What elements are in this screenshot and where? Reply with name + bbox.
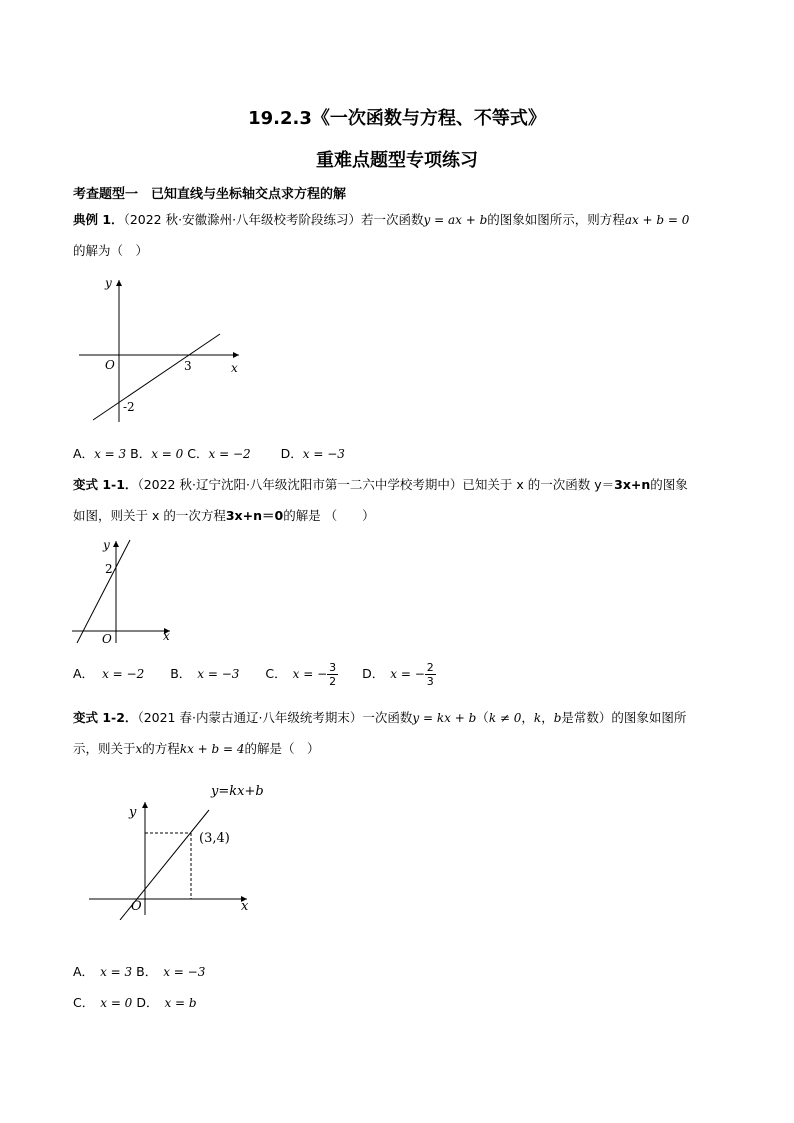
q2-option-d-prefix: x = − — [390, 667, 425, 681]
q3-paren-open: （ — [476, 710, 489, 725]
q3-option-a-value: x = 3 — [100, 965, 133, 979]
q3-option-d-value: x = b — [164, 996, 197, 1010]
q3-line2-mid: 的方程 — [142, 741, 180, 756]
q3-source: （2021 春·内蒙古通辽·八年级统考期末）一次函数 — [137, 710, 413, 725]
q3-option-c-label: C． — [73, 995, 95, 1010]
q3-function: y = kx + b — [412, 711, 477, 725]
q3-k: k — [533, 711, 542, 725]
page-subtitle: 重难点题型专项练习 — [316, 150, 478, 171]
q1-option-c-label: C． — [187, 446, 209, 461]
q3-options-row2 — [73, 993, 197, 1011]
q1-line2: 的解为（ ） — [73, 243, 149, 258]
page-title: 19.2.3《一次函数与方程、不等式》 — [248, 108, 546, 129]
q2-line1-end: 的图象 — [650, 477, 688, 492]
q1-line1 — [73, 210, 689, 228]
q2-option-d-fraction — [425, 661, 436, 688]
q2-option-c-numerator: 3 — [329, 661, 337, 674]
q2-line2-end: 的解是 （ ） — [283, 508, 375, 523]
q2-function: 3x+n — [614, 477, 651, 492]
q2-line2 — [73, 506, 375, 524]
q1-function: y = ax + b — [423, 213, 488, 227]
q2-function-line — [77, 540, 130, 643]
q3-graph — [84, 780, 274, 920]
q3-line2 — [73, 739, 320, 757]
q1-x-label: x — [231, 361, 238, 375]
q2-option-c-prefix: x = − — [292, 667, 328, 681]
q3-option-c-value: x = 0 — [100, 996, 133, 1010]
q3-y-label: y — [129, 805, 137, 820]
q2-options — [73, 661, 436, 688]
q3-line-label: y=kx+b — [211, 784, 264, 799]
q2-option-a-value: x = −2 — [102, 667, 145, 681]
q3-line2-end: 的解是（ ） — [244, 741, 320, 756]
q3-line1 — [73, 708, 686, 726]
q1-mid-text: 的图象如图所示，则方程 — [487, 212, 625, 227]
q2-option-b-label: B． — [170, 666, 192, 681]
q1-option-c-value: x = −2 — [208, 447, 251, 461]
q3-tag: 变式 1-2． — [73, 710, 138, 725]
q3-line1-end: 是常数）的图象如图所 — [561, 710, 687, 725]
q1-option-a-label: A． — [73, 446, 95, 461]
q2-tag: 变式 1-1． — [73, 477, 138, 492]
q3-line2-start: 示，则关于 — [73, 741, 136, 756]
q2-y-intercept-label: 2 — [105, 562, 113, 576]
q3-option-d-label: D． — [136, 995, 159, 1010]
q1-option-a-value: x = 3 — [94, 447, 127, 461]
q1-x-intercept-label: 3 — [184, 359, 192, 373]
q3-comma-2: ， — [541, 710, 554, 725]
q2-y-label: y — [103, 538, 110, 552]
q2-option-d-denominator: 3 — [426, 675, 434, 688]
q3-equation: kx + b = 4 — [179, 742, 245, 756]
q3-condition: k ≠ 0 — [488, 711, 522, 725]
q1-y-intercept-label: -2 — [123, 400, 135, 414]
q2-option-d-numerator: 2 — [426, 661, 434, 674]
q3-b: b — [553, 711, 562, 725]
q2-option-c-denominator: 2 — [329, 675, 337, 688]
q2-equation: 3x+n＝0 — [225, 508, 284, 523]
q2-line2-start: 如图，则关于 x 的一次方程 — [73, 508, 226, 523]
q2-graph — [70, 533, 180, 648]
q2-option-c-label: C． — [265, 666, 287, 681]
q2-origin-label: O — [102, 632, 112, 646]
q3-option-a-label: A． — [73, 964, 95, 979]
q1-option-d-label: D． — [280, 446, 303, 461]
q1-option-b-label: B． — [130, 446, 152, 461]
q1-origin-label: O — [105, 358, 115, 372]
q3-comma-1: ， — [521, 710, 534, 725]
q3-option-b-value: x = −3 — [163, 965, 206, 979]
q2-source: （2022 秋·辽宁沈阳·八年级沈阳市第一二六中学校考期中）已知关于 x 的一次函数 y＝ — [137, 477, 615, 492]
q3-options-row1 — [73, 962, 205, 980]
q3-x-var: x — [135, 742, 143, 756]
q2-option-b-value: x = −3 — [197, 667, 240, 681]
q3-option-b-label: B． — [136, 964, 158, 979]
q3-point-label: (3,4) — [199, 831, 230, 846]
q1-tag: 典例 1． — [73, 212, 124, 227]
q1-options — [73, 444, 345, 462]
q1-option-d-value: x = −3 — [302, 447, 345, 461]
section-heading: 考查题型一 已知直线与坐标轴交点求方程的解 — [73, 187, 347, 202]
q3-origin-label: O — [131, 899, 142, 914]
q1-option-b-value: x = 0 — [151, 447, 184, 461]
q1-equation: ax + b = 0 — [624, 213, 690, 227]
q1-y-label: y — [105, 276, 112, 290]
q2-option-c-fraction — [327, 661, 338, 688]
q1-source: （2022 秋·安徽滁州·八年级校考阶段练习）若一次函数 — [123, 212, 424, 227]
q2-option-d-label: D． — [362, 666, 385, 681]
q2-x-label: x — [163, 629, 170, 643]
q2-line1 — [73, 475, 688, 493]
q1-function-line — [93, 334, 220, 420]
q3-x-label: x — [241, 899, 249, 914]
q2-option-a-label: A． — [73, 666, 95, 681]
q1-graph — [74, 272, 254, 432]
